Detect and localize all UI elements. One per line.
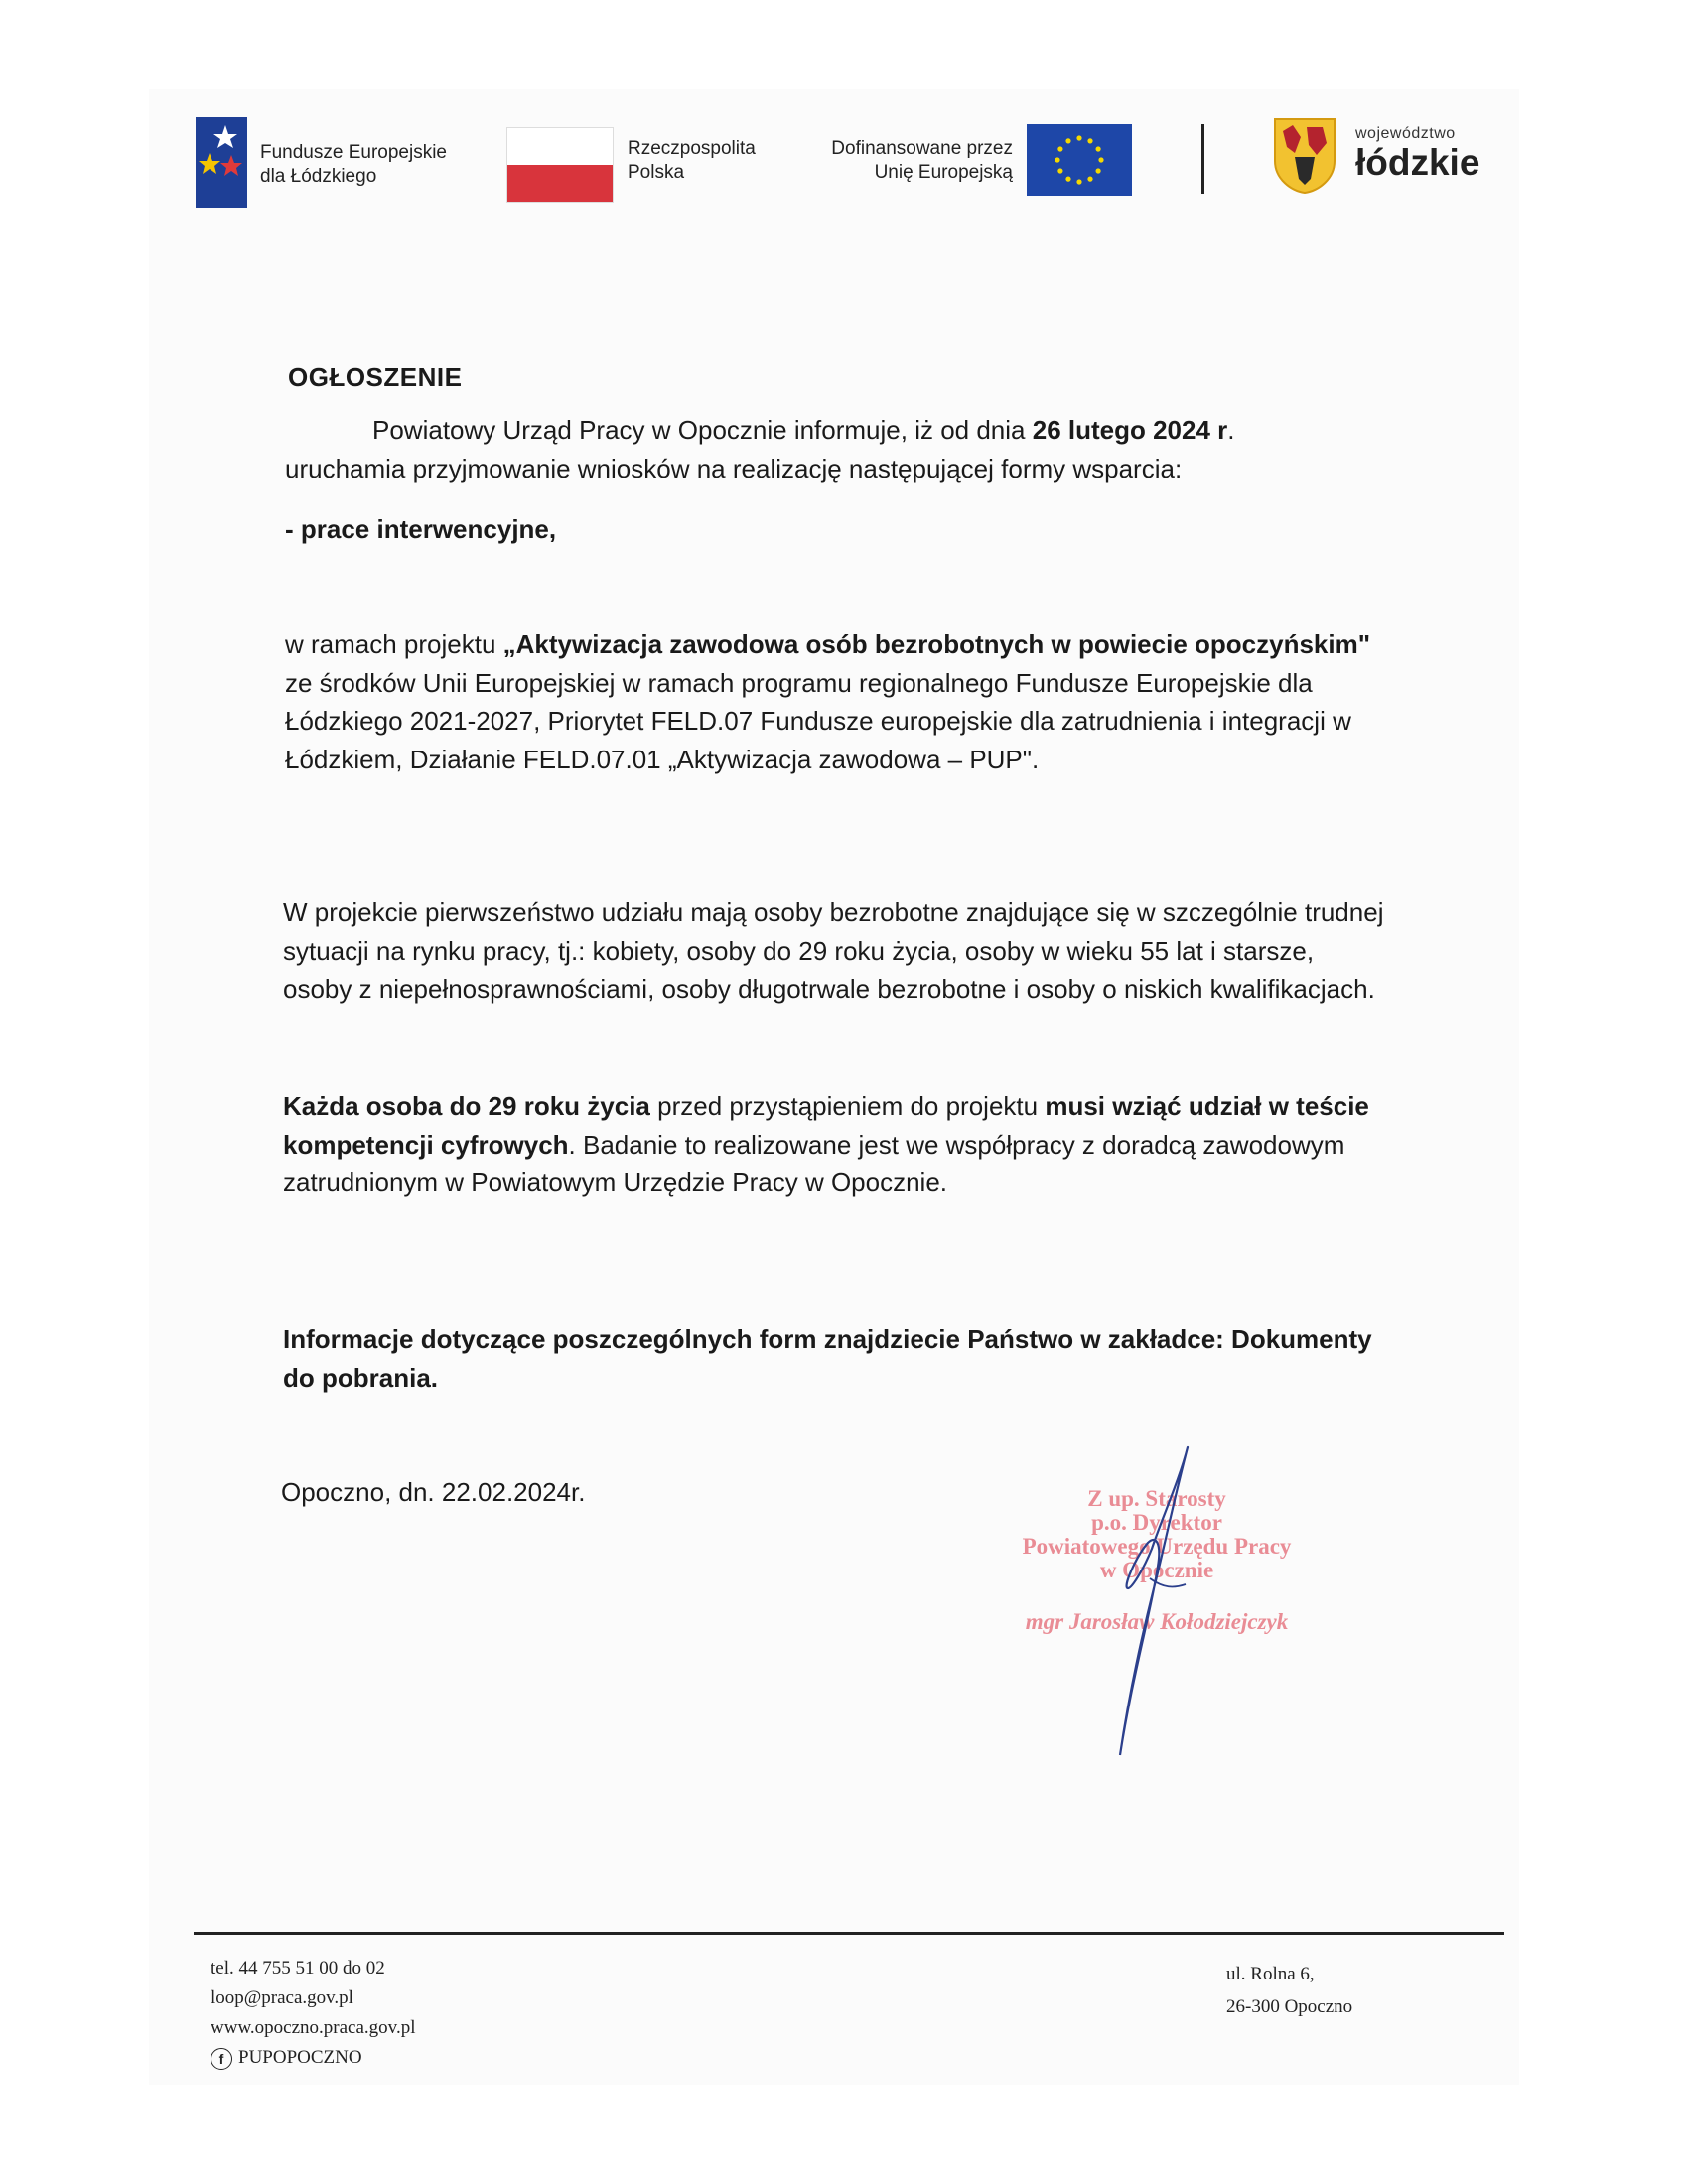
eu-star-icon bbox=[1076, 179, 1081, 184]
lodzkie-coat-of-arms-logo bbox=[1273, 117, 1336, 195]
footer-phone: tel. 44 755 51 00 do 02 bbox=[211, 1958, 385, 1979]
eu-star-icon bbox=[1087, 138, 1092, 143]
rzeczpospolita-text: Rzeczpospolita Polska bbox=[628, 138, 756, 183]
priority-paragraph: W projekcie pierwszeństwo udziału mają osoby bezrobotne znajdujące się w szczególnie trudnej sytuacji na rynku pracy, tj.: kobiety, osoby do 29 roku życia, osoby w wieku 55 lat i starsze, osoby z niepełnosprawnościami, osoby długotrwale bezrobotne i osoby o niskich kwalifikacjach. bbox=[283, 897, 1384, 1004]
documents-info-paragraph: Informacje dotyczące poszczególnych form znajdziecie Państwo w zakładce: Dokumenty do pobrania. bbox=[283, 1324, 1372, 1393]
eu-star-icon bbox=[1065, 138, 1070, 143]
footer-website[interactable]: www.opoczno.praca.gov.pl bbox=[211, 2017, 416, 2038]
logo-bar bbox=[0, 0, 1688, 199]
document-title: OGŁOSZENIE bbox=[288, 362, 463, 392]
support-form-item: - prace interwencyjne, bbox=[285, 514, 557, 544]
facebook-icon: f bbox=[211, 2048, 232, 2070]
eu-star-icon bbox=[1057, 146, 1062, 151]
lodzkie-text: łódzkie bbox=[1355, 142, 1480, 183]
eu-star-icon bbox=[1098, 157, 1103, 162]
document-date: Opoczno, dn. 22.02.2024r. bbox=[281, 1477, 586, 1507]
eu-star-icon bbox=[1065, 177, 1070, 182]
official-stamp: Z up. Starosty p.o. Dyrektor Powiatowego Urzędu Pracy w Opocznie mgr Jarosław Kołodziejczyk bbox=[1022, 1486, 1292, 1634]
footer-contact bbox=[211, 1954, 415, 2073]
eu-cofinancing-text: Dofinansowane przez Unię Europejską bbox=[831, 138, 1013, 183]
handwritten-signature bbox=[1092, 1439, 1231, 1767]
fundusze-europejskie-text: Fundusze Europejskie dla Łódzkiego bbox=[260, 142, 447, 187]
announcement-paragraph: Powiatowy Urząd Pracy w Opocznie informuje, iż od dnia 26 lutego 2024 r. uruchamia przyjmowanie wniosków na realizację następującej formy wsparcia: bbox=[285, 415, 1235, 483]
footer-address: ul. Rolna 6, 26-300 Opoczno bbox=[1226, 1964, 1353, 2017]
footer-email[interactable]: loop@praca.gov.pl bbox=[211, 1987, 353, 2008]
logo-divider bbox=[1201, 124, 1204, 194]
eu-star-icon bbox=[1057, 168, 1062, 173]
polish-flag bbox=[506, 127, 614, 203]
footer-facebook[interactable]: f PUPOPOCZNO bbox=[211, 2043, 415, 2073]
eu-star-icon bbox=[1096, 168, 1101, 173]
wojewodztwo-text: województwo bbox=[1355, 125, 1456, 142]
footer-divider bbox=[194, 1932, 1504, 1935]
eu-star-icon bbox=[1055, 157, 1059, 162]
eu-star-icon bbox=[1096, 146, 1101, 151]
digital-test-paragraph: Każda osoba do 29 roku życia przed przystąpieniem do projektu musi wziąć udział w teście kompetencji cyfrowych. Badanie to realizowane jest we współpracy z doradcą zawodowym zatrudnionym w Powiatowym Urzędzie Pracy w Opocznie. bbox=[283, 1091, 1369, 1197]
project-paragraph: w ramach projektu „Aktywizacja zawodowa osób bezrobotnych w powiecie opoczyńskim" ze środków Unii Europejskiej w ramach programu regionalnego Fundusze Europejskie dla Łódzkiego 2021-2027, Priorytet FELD.07 Fundusze europejskie dla zatrudnienia i integracji w Łódzkiem, Działanie FELD.07.01 „Aktywizacja zawodowa – PUP". bbox=[285, 629, 1371, 774]
eu-star-icon bbox=[1087, 177, 1092, 182]
eu-flag bbox=[1027, 124, 1132, 196]
eu-star-icon bbox=[1076, 135, 1081, 140]
fundusze-europejskie-logo bbox=[196, 117, 247, 208]
